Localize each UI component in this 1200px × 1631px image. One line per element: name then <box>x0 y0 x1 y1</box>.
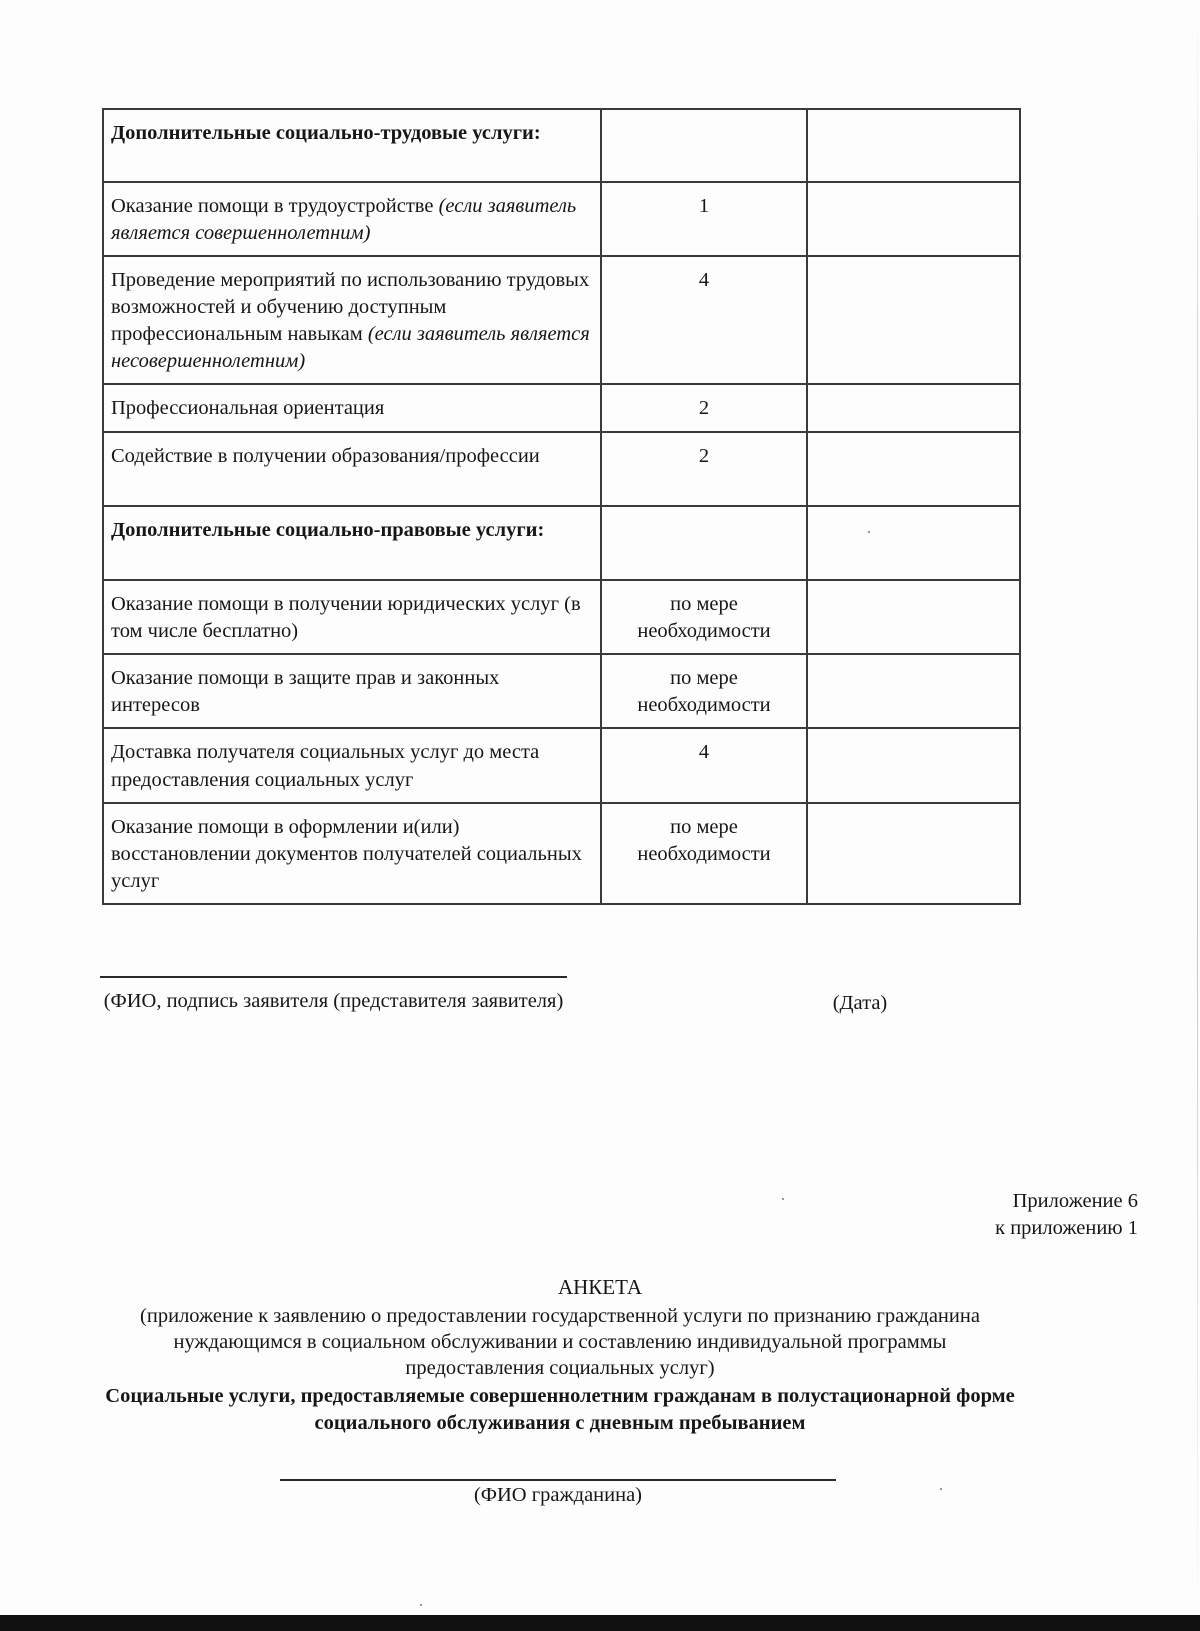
scan-edge-right <box>1197 0 1198 1631</box>
service-name: Проведение мероприятий по использованию трудовых возможностей и обучению доступным профессиональным навыкам <box>111 269 590 346</box>
service-name-cell <box>103 182 601 256</box>
scan-speck <box>868 531 870 533</box>
service-quantity: по мере необходимости <box>637 593 771 643</box>
service-quantity: по мере необходимости <box>637 667 771 717</box>
service-extra-cell <box>807 384 1020 432</box>
appendix-reference <box>995 1188 1138 1241</box>
service-name: Содействие в получении образования/профессии <box>111 445 540 468</box>
service-quantity-cell <box>601 506 807 580</box>
scan-speck <box>940 1488 942 1490</box>
scan-speck <box>420 1604 422 1606</box>
table-row <box>103 182 1020 256</box>
service-extra-cell <box>807 109 1020 182</box>
form-heading: Социальные услуги, предоставляемые совершеннолетним гражданам в полустационарной форме социального обслуживания с дневным пребыванием <box>105 1385 1015 1434</box>
table-row <box>103 803 1020 904</box>
service-extra-cell <box>807 803 1020 904</box>
service-quantity-cell <box>601 728 807 802</box>
service-name-cell <box>103 654 601 728</box>
service-name-cell <box>103 109 601 182</box>
service-quantity: 4 <box>698 269 710 292</box>
form-title: АНКЕТА <box>557 1275 643 1299</box>
table-row <box>103 728 1020 802</box>
service-name-cell <box>103 580 601 654</box>
service-quantity: по мере необходимости <box>637 815 771 865</box>
table-row <box>103 654 1020 728</box>
service-name: Доставка получателя социальных услуг до места предоставления социальных услуг <box>111 741 540 791</box>
table-row <box>103 109 1020 182</box>
service-quantity-cell <box>601 109 807 182</box>
service-name-cell <box>103 256 601 384</box>
service-name: Оказание помощи в трудоустройстве <box>111 195 439 217</box>
service-name-cell <box>103 384 601 432</box>
service-extra-cell <box>807 654 1020 728</box>
scan-speck <box>782 1198 784 1200</box>
table-row <box>103 580 1020 654</box>
service-quantity-cell <box>601 182 807 256</box>
service-extra-cell <box>807 506 1020 580</box>
service-name: Профессиональная ориентация <box>111 397 385 420</box>
service-name-cell <box>103 432 601 506</box>
service-quantity: 2 <box>698 445 710 468</box>
service-name-cell <box>103 728 601 802</box>
services-table-body <box>103 109 1020 904</box>
service-name-cell <box>103 506 601 580</box>
appendix-parent: к приложению 1 <box>995 1216 1138 1239</box>
service-note: (если заявитель является несовершеннолетним) <box>111 323 590 373</box>
table-row <box>103 432 1020 506</box>
service-extra-cell <box>807 432 1020 506</box>
service-quantity: 2 <box>698 397 710 420</box>
service-quantity-cell <box>601 384 807 432</box>
service-quantity-cell <box>601 654 807 728</box>
service-quantity-cell <box>601 256 807 384</box>
service-quantity-cell <box>601 803 807 904</box>
service-name-cell <box>103 803 601 904</box>
service-extra-cell <box>807 580 1020 654</box>
scan-edge-bottom <box>0 1615 1200 1631</box>
table-row <box>103 506 1020 580</box>
service-quantity: 4 <box>698 741 710 764</box>
citizen-name-caption: (ФИО гражданина) <box>473 1484 643 1506</box>
service-name: Дополнительные социально-трудовые услуги: <box>111 122 541 144</box>
appendix-number: Приложение 6 <box>1012 1190 1138 1212</box>
service-name: Дополнительные социально-правовые услуги: <box>111 519 545 542</box>
service-quantity: 1 <box>698 195 710 217</box>
applicant-signature-line <box>100 976 567 978</box>
service-name: Оказание помощи в получении юридических услуг (в том числе бесплатно) <box>111 593 581 643</box>
services-table <box>102 108 1021 905</box>
service-extra-cell <box>807 256 1020 384</box>
form-subtitle: (приложение к заявлению о предоставлении государственной услуги по признанию гражданина нуждающимся в социальном обслуживании и составлению индивидуальной программы предоставления социальных услуг) <box>140 1305 980 1380</box>
service-quantity-cell <box>601 432 807 506</box>
service-name: Оказание помощи в защите прав и законных интересов <box>111 667 500 717</box>
applicant-signature-caption: (ФИО, подпись заявителя (представителя заявителя) <box>103 990 564 1012</box>
service-extra-cell <box>807 728 1020 802</box>
table-row <box>103 384 1020 432</box>
service-note: (если заявитель является совершеннолетним) <box>111 195 577 245</box>
table-row <box>103 256 1020 384</box>
citizen-name-line <box>280 1479 836 1481</box>
service-name: Оказание помощи в оформлении и(или) восстановлении документов получателей социальных услуг <box>111 815 582 892</box>
service-quantity-cell <box>601 580 807 654</box>
date-caption: (Дата) <box>832 992 888 1014</box>
service-extra-cell <box>807 182 1020 256</box>
